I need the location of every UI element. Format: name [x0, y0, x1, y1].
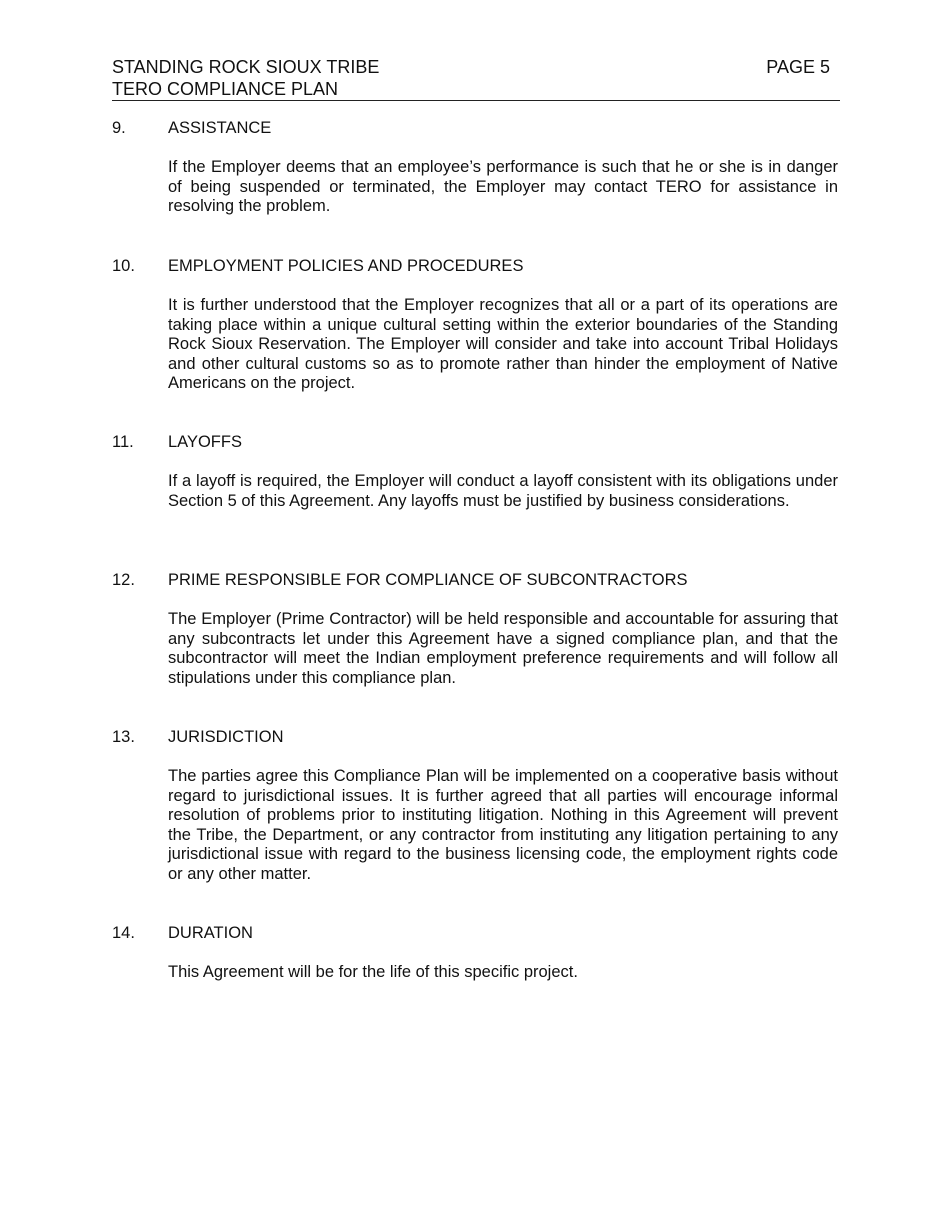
section-heading [112, 118, 840, 138]
section-heading [112, 432, 840, 452]
section-body: If a layoff is required, the Employer will conduct a layoff consistent with its obligations under Section 5 of this Agreement. Any layoffs must be justified by business considerations. [168, 472, 838, 510]
section-title: JURISDICTION [168, 728, 284, 746]
section-body: If the Employer deems that an employee’s performance is such that he or she is in danger of being suspended or terminated, the Employer may contact TERO for assistance in resolving the problem. [168, 158, 838, 216]
section-number: 11. [112, 433, 134, 451]
section-body: It is further understood that the Employer recognizes that all or a part of its operations are taking place within a unique cultural setting within the exterior boundaries of the Standing Rock Sioux Reservation. The Employer will consider and take into account Tribal Holidays and other cultural customs so as to promote rather than hinder the employment of Native Americans on the project. [168, 296, 838, 393]
section-body: The parties agree this Compliance Plan will be implemented on a cooperative basis without regard to jurisdictional issues. It is further agreed that all parties will encourage informal resolution of problems prior to instituting litigation. Nothing in this Agreement will prevent the Tribe, the Department, or any contractor from instituting any litigation pertaining to any jurisdictional issue with regard to the business licensing code, the employment rights code or any other matter. [168, 767, 838, 883]
section-layoffs [112, 432, 840, 511]
section-assistance [112, 118, 840, 217]
section-number: 12. [112, 571, 135, 589]
section-prime-responsible [112, 570, 840, 688]
header-doc-title: TERO COMPLIANCE PLAN [112, 79, 339, 99]
section-title: LAYOFFS [168, 433, 242, 451]
section-title: DURATION [168, 924, 253, 942]
section-heading [112, 923, 840, 943]
header-org: STANDING ROCK SIOUX TRIBE [112, 57, 380, 77]
section-number: 14. [112, 924, 135, 942]
section-title: ASSISTANCE [168, 119, 272, 137]
page-header [112, 56, 840, 100]
header-page-number: PAGE 5 [766, 57, 830, 77]
section-duration [112, 923, 840, 983]
section-employment-policies [112, 256, 840, 394]
section-title: PRIME RESPONSIBLE FOR COMPLIANCE OF SUBCONTRACTORS [168, 571, 688, 589]
section-heading [112, 570, 840, 590]
section-number: 10. [112, 257, 135, 275]
header-divider [112, 100, 840, 101]
section-heading [112, 727, 840, 747]
section-jurisdiction [112, 727, 840, 885]
section-number: 9. [112, 119, 126, 137]
section-heading [112, 256, 840, 276]
section-number: 13. [112, 728, 135, 746]
section-title: EMPLOYMENT POLICIES AND PROCEDURES [168, 257, 524, 275]
section-body: The Employer (Prime Contractor) will be held responsible and accountable for assuring that any subcontracts let under this Agreement have a signed compliance plan, and that the subcontractor will meet the Indian employment preference requirements and will follow all stipulations under this compliance plan. [168, 610, 838, 687]
section-body: This Agreement will be for the life of this specific project. [168, 963, 578, 981]
